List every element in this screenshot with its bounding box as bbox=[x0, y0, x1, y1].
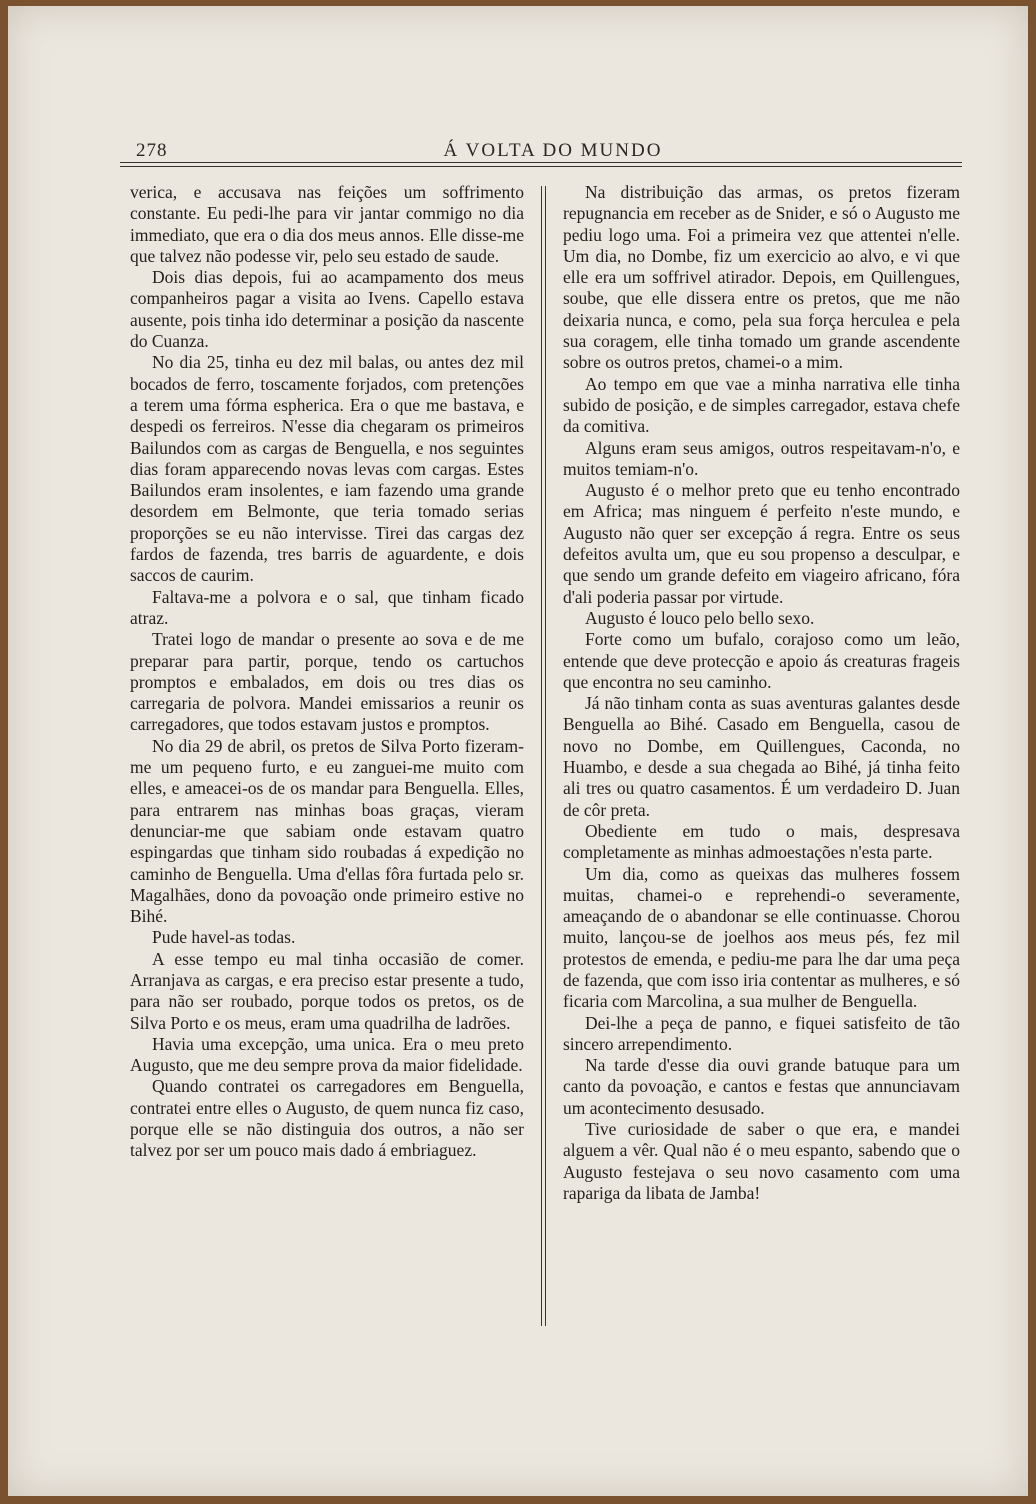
paragraph: Augusto é louco pelo bello sexo. bbox=[585, 607, 815, 628]
paragraph: Tive curiosidade de saber o que era, e mandei alguem a vêr. Qual não é o meu espanto, sabendo que o Augusto festejava o seu novo casamento com uma rapariga da libata de Jamba! bbox=[563, 1119, 960, 1203]
paragraph: A esse tempo eu mal tinha occasião de comer. Arranjava as cargas, e era preciso estar presente a tudo, para não ser roubado, porque todos os pretos, os de Silva Porto e os meus, eram uma quadrilha de ladrões. bbox=[130, 948, 524, 1033]
column-divider bbox=[541, 186, 546, 1326]
header-rule-thick bbox=[120, 166, 962, 167]
page-number: 278 bbox=[136, 140, 168, 161]
paragraph: No dia 25, tinha eu dez mil balas, ou antes dez mil bocados de ferro, toscamente forjados, com pretenções a terem uma fórma espherica. Era o que me bastava, e despedi os ferreiros. N'esse dia chegaram os primeiros Bailundos com as cargas de Benguella, e nos seguintes dias foram apparecendo novas levas com cargas. Estes Bailundos eram insolentes, e iam fazendo uma grande desordem em Belmonte, que teria tomado serias proporções se eu não intervisse. Tirei das cargas dez fardos de fazenda, tres barris de aguardente, e dois saccos de caurim. bbox=[130, 352, 524, 586]
paragraph: Faltava-me a polvora e o sal, que tinham ficado atraz. bbox=[130, 586, 524, 628]
paragraph: Havia uma excepção, uma unica. Era o meu preto Augusto, que me deu sempre prova da maior fidelidade. bbox=[130, 1033, 524, 1076]
paragraph: Alguns eram seus amigos, outros respeitavam-n'o, e muitos temiam-n'o. bbox=[563, 437, 960, 479]
paragraph: Dois dias depois, fui ao acampamento dos meus companheiros pagar a visita ao Ivens. Capello estava ausente, pois tinha ido determinar a posição da nascente do Cuanza. bbox=[130, 267, 524, 352]
paragraph: Dei-lhe a peça de panno, e fiquei satisfeito de tão sincero arrependimento. bbox=[563, 1012, 960, 1054]
paragraph: Obediente em tudo o mais, despresava completamente as minhas admoestações n'esta parte. bbox=[563, 820, 960, 863]
paragraph: verica, e accusava nas feições um soffrimento constante. Eu pedi-lhe para vir jantar commigo no dia immediato, que era o dia dos meus annos. Elle disse-me que talvez não podesse vir, pelo seu estado de saude. bbox=[130, 182, 524, 266]
header-rule-thin bbox=[120, 162, 962, 163]
paragraph: Ao tempo em que vae a minha narrativa elle tinha subido de posição, e de simples carregador, estava chefe da comitiva. bbox=[563, 373, 960, 437]
paragraph: Tratei logo de mandar o presente ao sova e de me preparar para partir, porque, tendo os cartuchos promptos e embalados, em dois ou tres dias os carregaria de polvora. Mandei emissarios a reunir os carregadores, que todos estavam justos e promptos. bbox=[130, 629, 524, 735]
paragraph: Na distribuição das armas, os pretos fizeram repugnancia em receber as de Snider, e só o Augusto me pediu logo uma. Foi a primeira vez que attentei n'elle. Um dia, no Dombe, fiz um exercicio ao alvo, e vi que elle era um soffrivel atirador. Depois, em Quillengues, soube, que elle dissera entre os pretos, que me não deixaria nunca, e como, pela sua força herculea e pela sua coragem, elle tinha tomado um grande ascendente sobre os outros pretos, chamei-o a mim. bbox=[563, 182, 960, 373]
paragraph: Um dia, como as queixas das mulheres fossem muitas, chamei-o e reprehendi-o severamente, ameaçando de o abandonar se elle continuasse. Chorou muito, lançou-se de joelhos aos meus pés, fez mil protestos de emenda, e pediu-me para lhe dar uma peça de fazenda, que com isso iria contentar as mulheres, e só ficaria com Marcolina, a sua mulher de Benguella. bbox=[563, 863, 960, 1012]
paragraph: No dia 29 de abril, os pretos de Silva Porto fizeram-me um pequeno furto, e eu zanguei-me muito com elles, e ameacei-os de os mandar para Benguella. Elles, para entrarem nas minhas boas graças, vieram denunciar-me que sabiam onde estavam quatro espingardas que tinham sido roubadas á expedição no caminho de Benguella. Uma d'ellas fôra furtada pelo sr. Magalhães, dono da povoação onde primeiro estive no Bihé. bbox=[130, 735, 524, 927]
right-column bbox=[563, 182, 960, 1204]
paragraph: Augusto é o melhor preto que eu tenho encontrado em Africa; mas ninguem é perfeito n'este mundo, e Augusto não quer ser excepção á regra. Entre os seus defeitos avulta um, que eu sou propenso a desculpar, e que sendo um grande defeito em viageiro africano, fóra d'ali poderia passar por virtude. bbox=[563, 480, 960, 607]
running-title: Á VOLTA DO MUNDO bbox=[443, 140, 663, 161]
left-column bbox=[130, 182, 524, 1162]
paragraph: Já não tinham conta as suas aventuras galantes desde Benguella ao Bihé. Casado em Benguella, casou de novo no Dombe, em Quillengues, Caconda, no Huambo, e desde a sua chegada ao Bihé, já tinha feito ali tres ou quatro casamentos. É um verdadeiro D. Juan de côr preta. bbox=[563, 693, 960, 820]
paragraph: Forte como um bufalo, corajoso como um leão, entende que deve protecção e apoio ás creaturas frageis que encontra no seu caminho. bbox=[563, 629, 960, 692]
paragraph: Quando contratei os carregadores em Benguella, contratei entre elles o Augusto, de quem nunca fiz caso, porque elle se não distinguia dos outros, a não ser talvez por ser um pouco mais dado á embriaguez. bbox=[130, 1076, 524, 1161]
paragraph: Na tarde d'esse dia ouvi grande batuque para um canto da povoação, e cantos e festas que annunciavam um acontecimento desusado. bbox=[563, 1055, 960, 1118]
paragraph: Pude havel-as todas. bbox=[152, 927, 296, 948]
